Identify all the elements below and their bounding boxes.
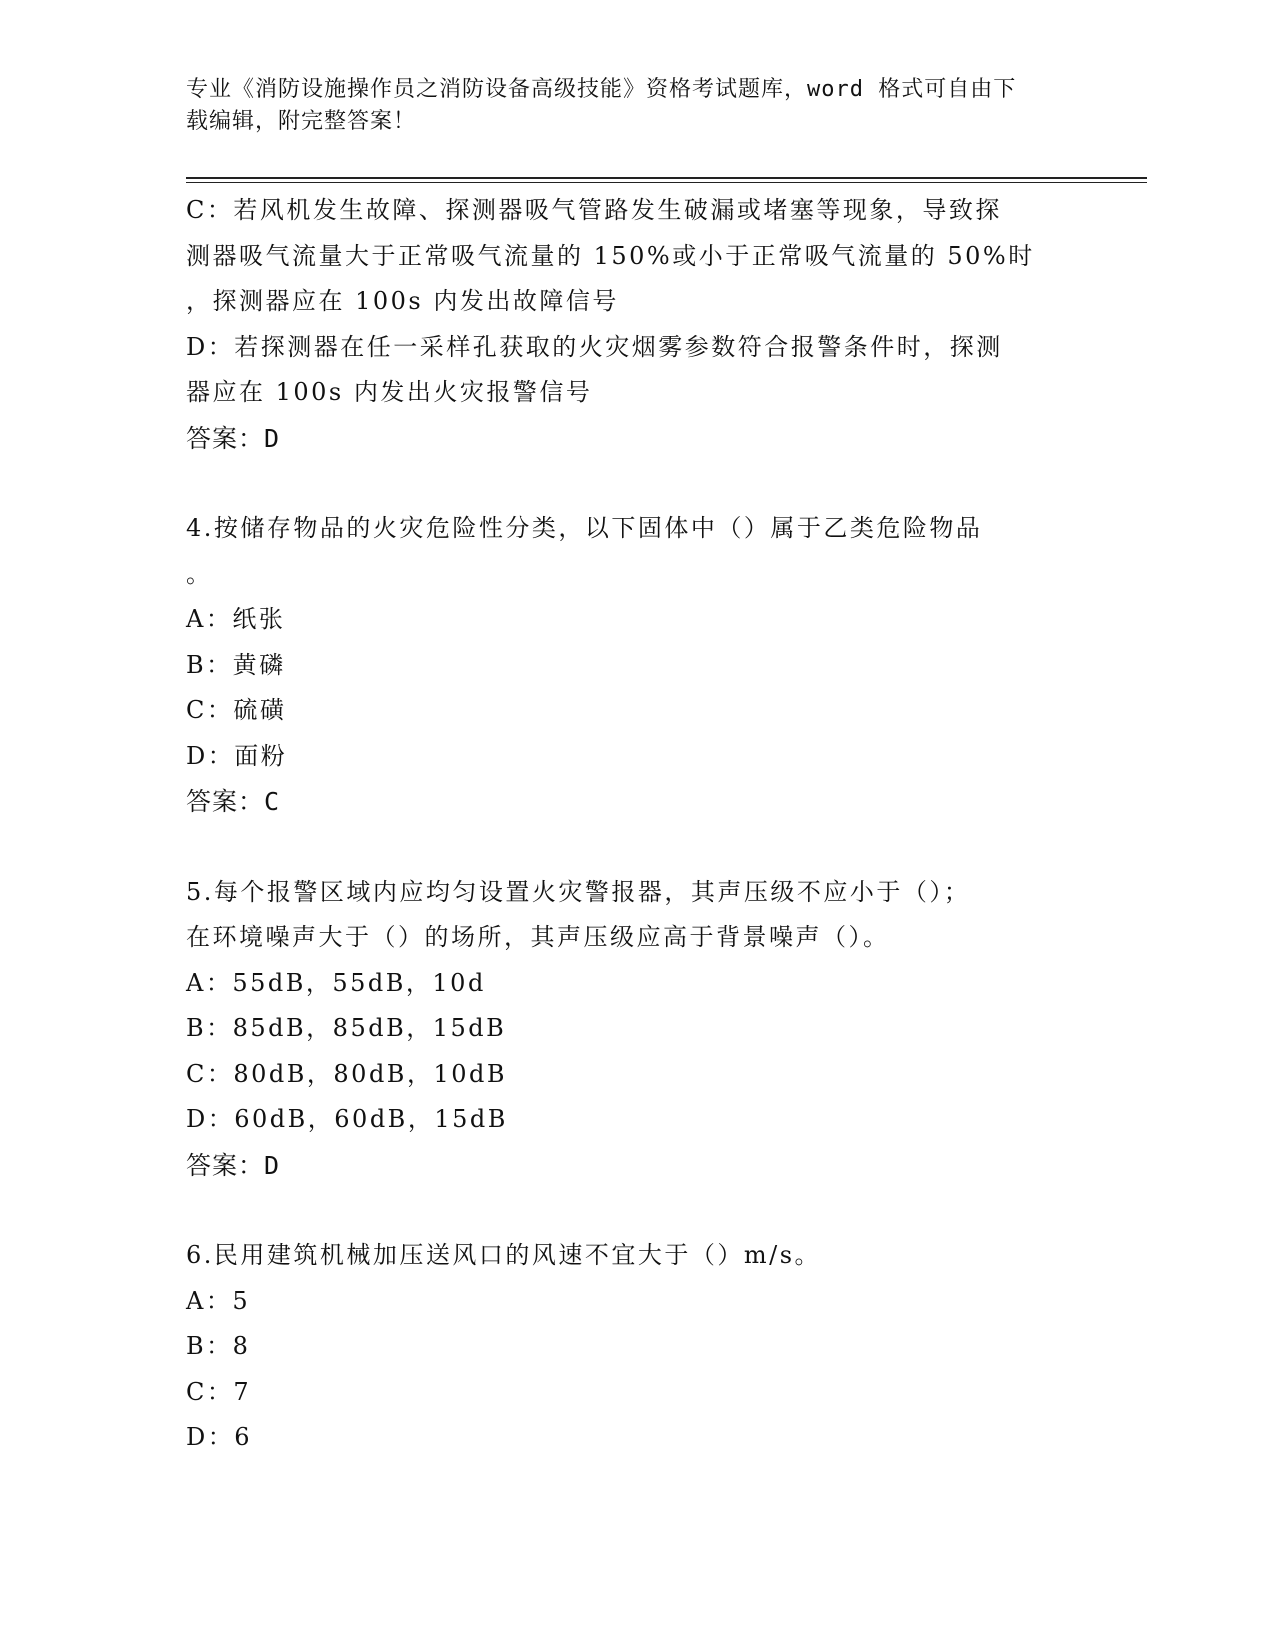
question-content bbox=[186, 188, 1086, 1461]
question-5 bbox=[186, 870, 1086, 1189]
option-d: D：6 bbox=[186, 1423, 253, 1451]
question-stem-line-1: 4.按储存物品的火灾危险性分类，以下固体中（）属于乙类危险物品 bbox=[186, 514, 983, 542]
option-a: A：5 bbox=[186, 1286, 251, 1315]
spacer bbox=[186, 461, 1086, 506]
question-6 bbox=[186, 1233, 1086, 1461]
option-c: C：7 bbox=[186, 1377, 252, 1406]
question-stem-line-1: 5.每个报警区域内应均匀设置火灾警报器，其声压级不应小于（）； bbox=[186, 877, 971, 906]
option-c: C：硫磺 bbox=[186, 696, 287, 724]
spacer bbox=[186, 1188, 1086, 1233]
answer-label: 答案：D bbox=[186, 423, 281, 453]
header-line-2: 载编辑，附完整答案！ bbox=[186, 109, 417, 134]
option-c-line-1: C：若风机发生故障、探测器吸气管路发生破漏或堵塞等现象，导致探 bbox=[186, 196, 1002, 224]
option-a: A：纸张 bbox=[186, 605, 286, 633]
option-d-line-2: 器应在 100s 内发出火灾报警信号 bbox=[186, 378, 593, 406]
answer-label: 答案：C bbox=[186, 787, 281, 816]
option-b: B：8 bbox=[186, 1332, 251, 1360]
option-a: A：55dB，55dB，10d bbox=[186, 968, 486, 997]
option-c-line-3: ，探测器应在 100s 内发出故障信号 bbox=[186, 287, 619, 315]
question-4 bbox=[186, 506, 1086, 825]
option-b: B：85dB，85dB，15dB bbox=[186, 1014, 507, 1042]
question-3-tail bbox=[186, 188, 1086, 461]
header-line-1: 专业《消防设施操作员之消防设备高级技能》资格考试题库，word 格式可自由下 bbox=[186, 77, 1017, 102]
option-d-line-1: D：若探测器在任一采样孔获取的火灾烟雾参数符合报警条件时，探测 bbox=[186, 332, 1003, 361]
question-stem-line-2: 在环境噪声大于（）的场所，其声压级应高于背景噪声（）。 bbox=[186, 923, 890, 951]
option-d: D：60dB，60dB，15dB bbox=[186, 1105, 508, 1133]
document-header bbox=[186, 74, 1066, 138]
option-c: C：80dB，80dB，10dB bbox=[186, 1059, 507, 1088]
header-rule-thin bbox=[186, 182, 1147, 183]
spacer bbox=[186, 825, 1086, 870]
question-stem-line-2: 。 bbox=[186, 559, 213, 588]
option-c-line-2: 测器吸气流量大于正常吸气流量的 150%或小于正常吸气流量的 50%时 bbox=[186, 241, 1035, 270]
option-d: D：面粉 bbox=[186, 741, 288, 770]
header-rule-thick bbox=[186, 177, 1147, 179]
question-stem-line-1: 6.民用建筑机械加压送风口的风速不宜大于（）m/s。 bbox=[186, 1241, 822, 1269]
option-b: B：黄磷 bbox=[186, 650, 286, 679]
answer-label: 答案：D bbox=[186, 1150, 281, 1180]
